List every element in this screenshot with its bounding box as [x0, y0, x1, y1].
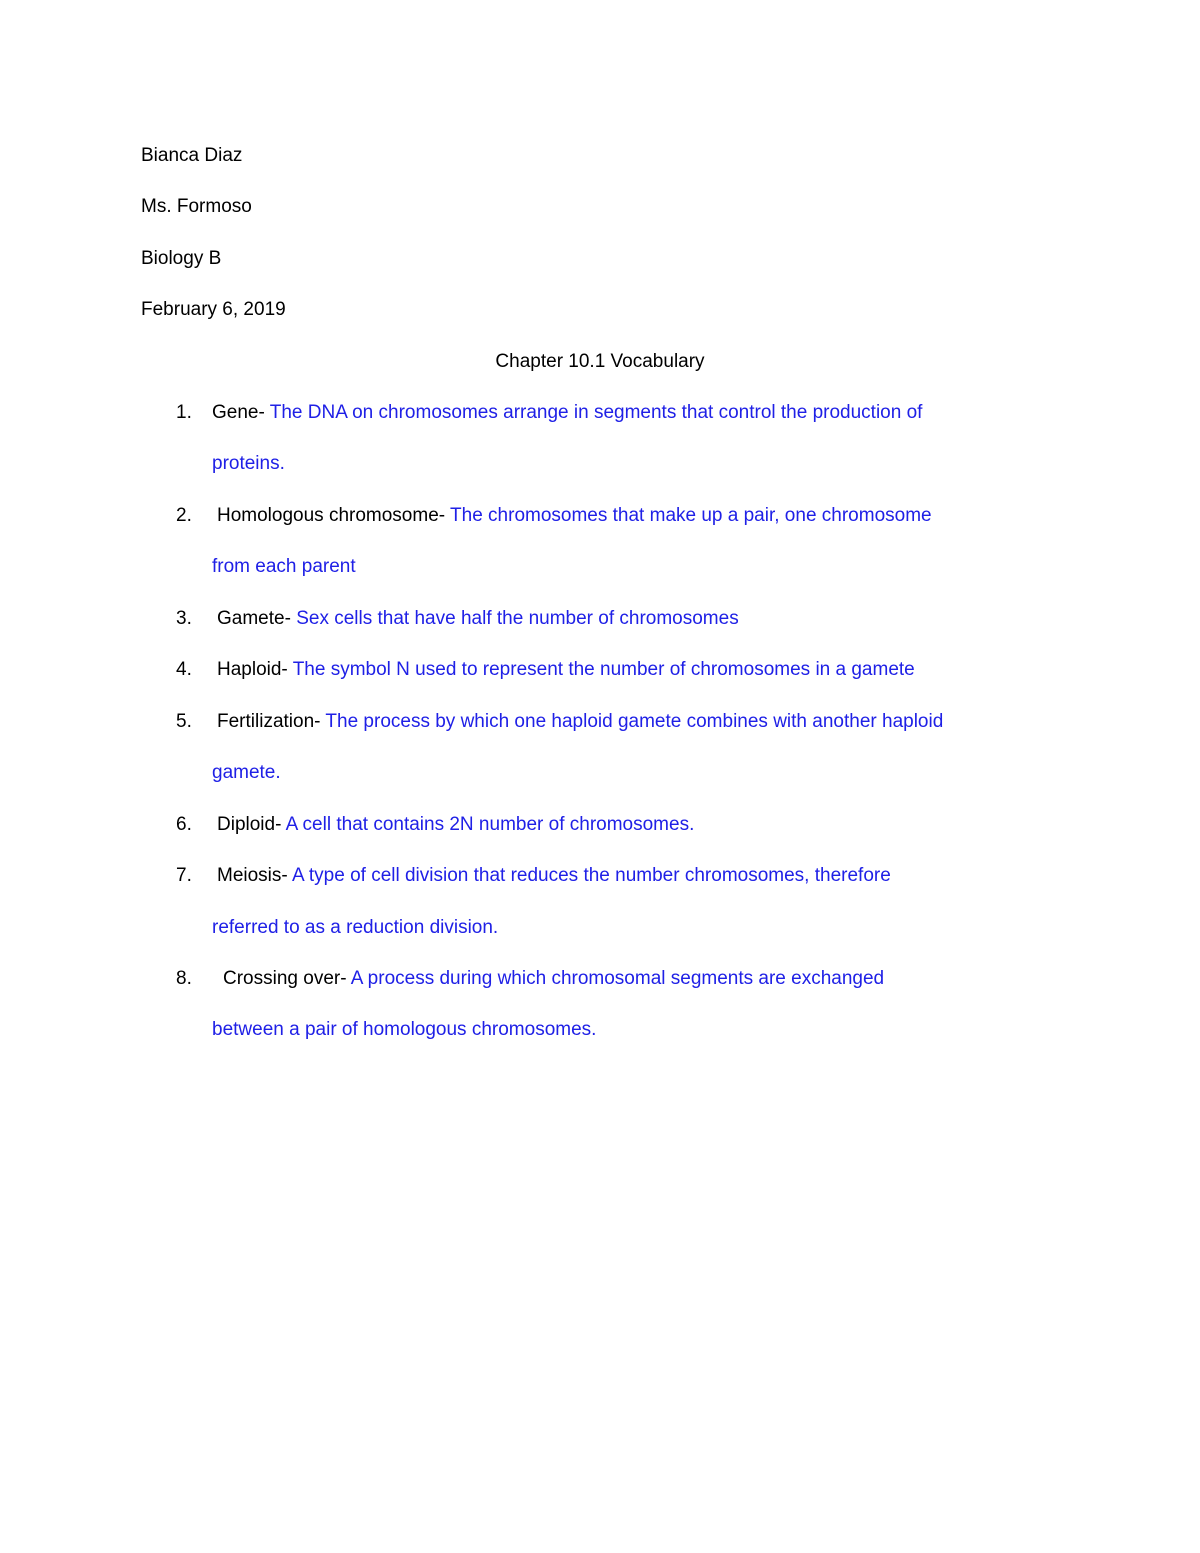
- item-line-1: [217, 660, 915, 679]
- item-definition: A process during which chromosomal segments are exchanged: [350, 968, 885, 989]
- student-name: Bianca Diaz: [141, 145, 243, 166]
- document-date: February 6, 2019: [141, 299, 286, 320]
- item-line-1: [223, 969, 884, 988]
- item-number: 3.: [176, 608, 192, 629]
- page-title: Chapter 10.1 Vocabulary: [495, 351, 705, 372]
- item-number: 6.: [176, 814, 192, 835]
- item-term: Haploid-: [217, 659, 293, 680]
- item-number: 1.: [176, 402, 192, 423]
- item-line-1: [217, 712, 943, 731]
- item-definition: The DNA on chromosomes arrange in segments that control the production of: [269, 402, 923, 423]
- item-term: Gamete-: [217, 608, 297, 629]
- item-line-1: [217, 609, 739, 628]
- item-term: Gene-: [212, 402, 270, 423]
- item-term: Meiosis-: [217, 865, 292, 886]
- course-name: Biology B: [141, 248, 222, 269]
- item-definition: A type of cell division that reduces the number chromosomes, therefore: [291, 865, 891, 886]
- item-definition: The symbol N used to represent the number of chromosomes in a gamete: [292, 659, 915, 680]
- item-definition-continued: gamete.: [212, 762, 281, 783]
- item-number: 5.: [176, 711, 192, 732]
- item-line-1: [217, 866, 891, 885]
- item-definition: The chromosomes that make up a pair, one chromosome: [450, 505, 932, 526]
- item-line-1: [217, 506, 932, 525]
- item-line-1: [212, 403, 922, 422]
- item-term: Fertilization-: [217, 711, 326, 732]
- item-definition-continued: from each parent: [212, 556, 356, 577]
- item-term: Homologous chromosome-: [217, 505, 451, 526]
- item-term: Crossing over-: [223, 968, 351, 989]
- item-number: 4.: [176, 659, 192, 680]
- item-number: 7.: [176, 865, 192, 886]
- item-definition-continued: between a pair of homologous chromosomes.: [212, 1019, 597, 1040]
- item-definition-continued: referred to as a reduction division.: [212, 917, 499, 938]
- item-definition: The process by which one haploid gamete combines with another haploid: [325, 711, 944, 732]
- item-number: 8.: [176, 968, 192, 989]
- item-line-1: [217, 815, 694, 834]
- item-definition: Sex cells that have half the number of chromosomes: [296, 608, 739, 629]
- item-definition: A cell that contains 2N number of chromosomes.: [285, 814, 695, 835]
- item-term: Diploid-: [217, 814, 286, 835]
- item-definition-continued: proteins.: [212, 453, 285, 474]
- teacher-name: Ms. Formoso: [141, 196, 252, 217]
- item-number: 2.: [176, 505, 192, 526]
